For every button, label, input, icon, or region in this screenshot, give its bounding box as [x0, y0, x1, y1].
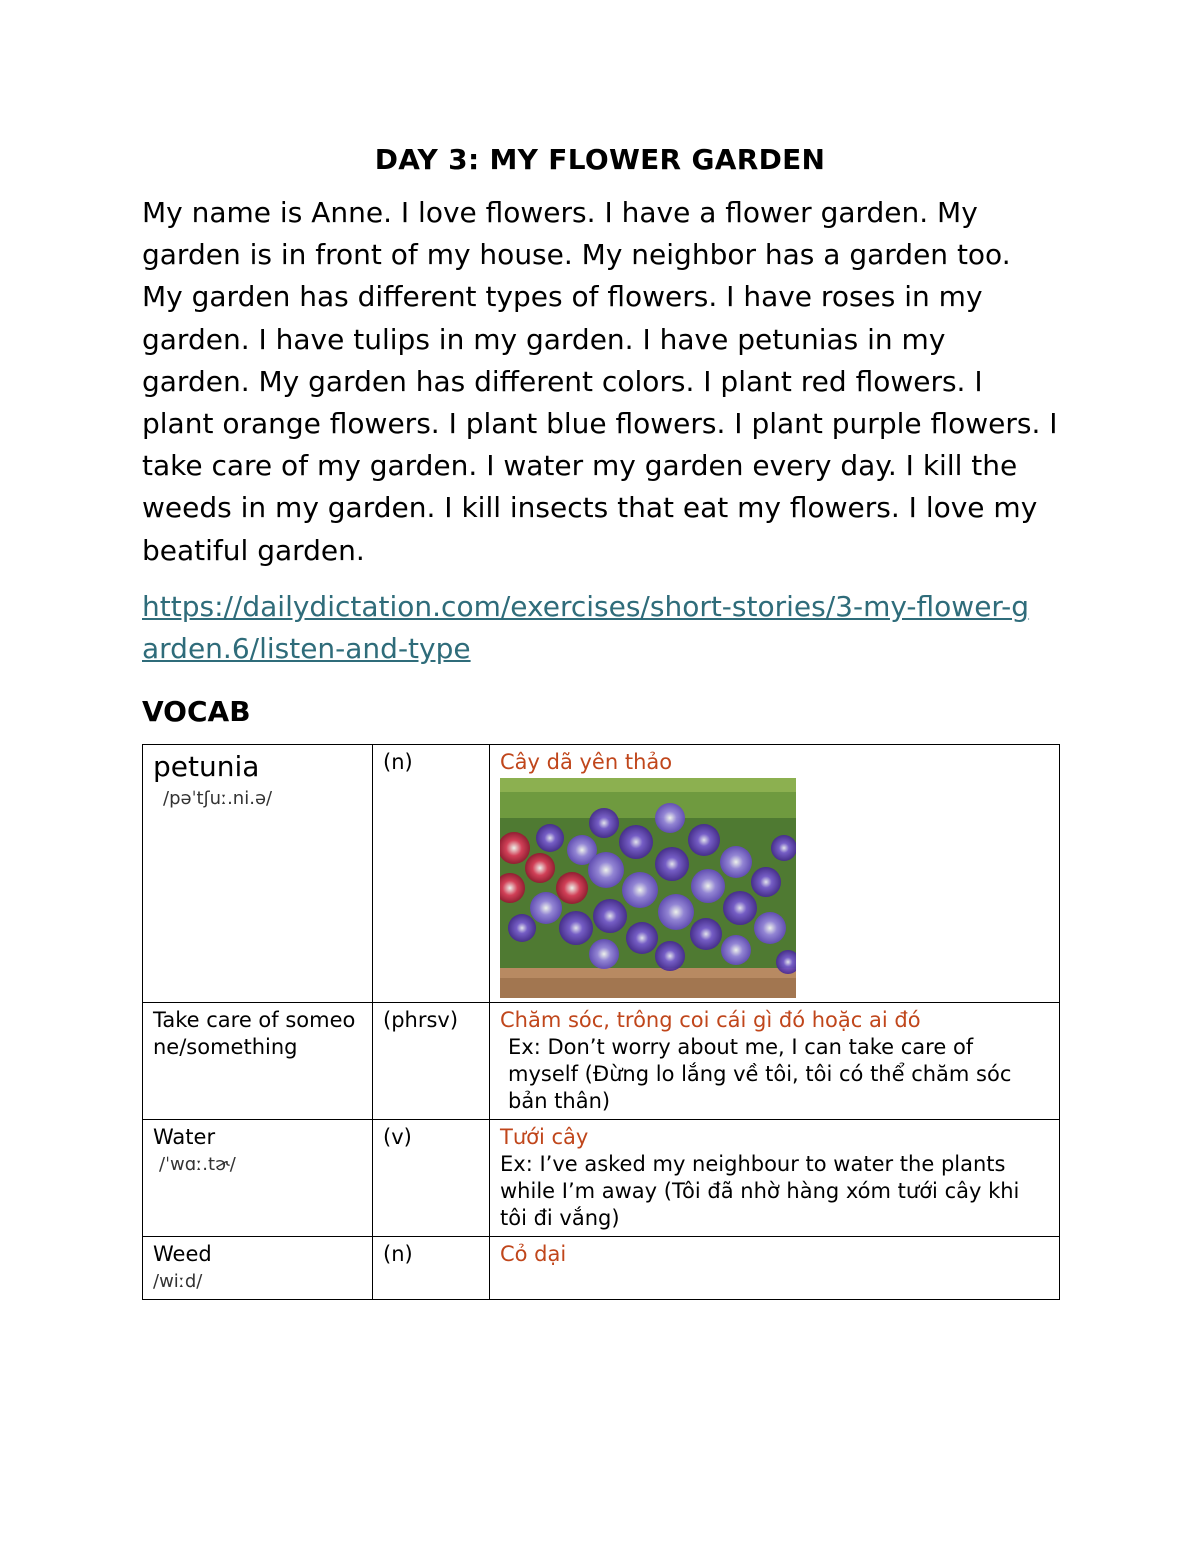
- vocab-pos-cell: [373, 744, 490, 1002]
- story-paragraph: My name is Anne. I love flowers. I have a flower garden. My garden is in front of my house. My neighbor has a garden too. My garden has different types of flowers. I have roses in my garden. I have tulips in my garden. I have petunias in my garden. My garden has different colors. I plant red flowers. I plant orange flowers. I plant blue flowers. I plant purple flowers. I take care of my garden. I water my garden every day. I kill the weeds in my garden. I kill insects that eat my flowers. I love my beatiful garden.: [142, 196, 1058, 567]
- vocab-pos-cell: [373, 1119, 490, 1236]
- vocab-meaning-cell: [490, 744, 1060, 1002]
- vocab-row-petunia: [143, 744, 1060, 1002]
- vocab-pos-cell: [373, 1002, 490, 1119]
- vocab-word-cell: [143, 744, 373, 1002]
- dictation-link[interactable]: https://dailydictation.com/exercises/short-stories/3-my-flower-garden.6/listen-and-type: [142, 589, 1030, 665]
- vocab-pos: (phrsv): [383, 1007, 459, 1032]
- vocab-word: Take care of someone/something: [153, 1007, 356, 1059]
- vocab-meaning: Cây dã yên thảo: [500, 749, 673, 774]
- petunia-flowers-image: [500, 778, 796, 998]
- vocab-pos: (n): [383, 749, 413, 774]
- vocab-meaning-cell: [490, 1236, 1060, 1299]
- vocab-meaning: Chăm sóc, trông coi cái gì đó hoặc ai đó: [500, 1007, 921, 1032]
- vocab-example: Ex: Don’t worry about me, I can take care of myself (Đừng lo lắng về tôi, tôi có thể chăm sóc bản thân): [508, 1034, 1012, 1113]
- vocab-word-cell: [143, 1236, 373, 1299]
- vocab-word-cell: [143, 1119, 373, 1236]
- vocab-pos: (v): [383, 1124, 412, 1149]
- vocab-word-cell: [143, 1002, 373, 1119]
- document-page: [142, 140, 1058, 1300]
- vocab-heading: VOCAB: [142, 694, 251, 728]
- vocab-row-take-care: [143, 1002, 1060, 1119]
- page-title: DAY 3: MY FLOWER GARDEN: [374, 143, 826, 176]
- vocab-row-weed: [143, 1236, 1060, 1299]
- vocab-word: Water: [153, 1124, 216, 1149]
- vocab-ipa: /pəˈtʃuː.ni.ə/: [163, 787, 273, 809]
- vocab-word: petunia: [153, 749, 260, 783]
- vocab-meaning: Tưới cây: [500, 1124, 589, 1149]
- vocab-ipa: /wiːd/: [153, 1270, 203, 1292]
- vocab-meaning: Cỏ dại: [500, 1241, 567, 1266]
- vocab-ipa: /ˈwɑː.tɚ/: [159, 1153, 236, 1175]
- vocab-pos: (n): [383, 1241, 413, 1266]
- vocab-pos-cell: [373, 1236, 490, 1299]
- vocab-example: Ex: I’ve asked my neighbour to water the plants while I’m away (Tôi đã nhờ hàng xóm tưới cây khi tôi đi vắng): [500, 1151, 1020, 1230]
- vocab-meaning-cell: [490, 1119, 1060, 1236]
- vocab-meaning-cell: [490, 1002, 1060, 1119]
- vocab-row-water: [143, 1119, 1060, 1236]
- vocab-table: [142, 744, 1060, 1300]
- vocab-word: Weed: [153, 1241, 212, 1266]
